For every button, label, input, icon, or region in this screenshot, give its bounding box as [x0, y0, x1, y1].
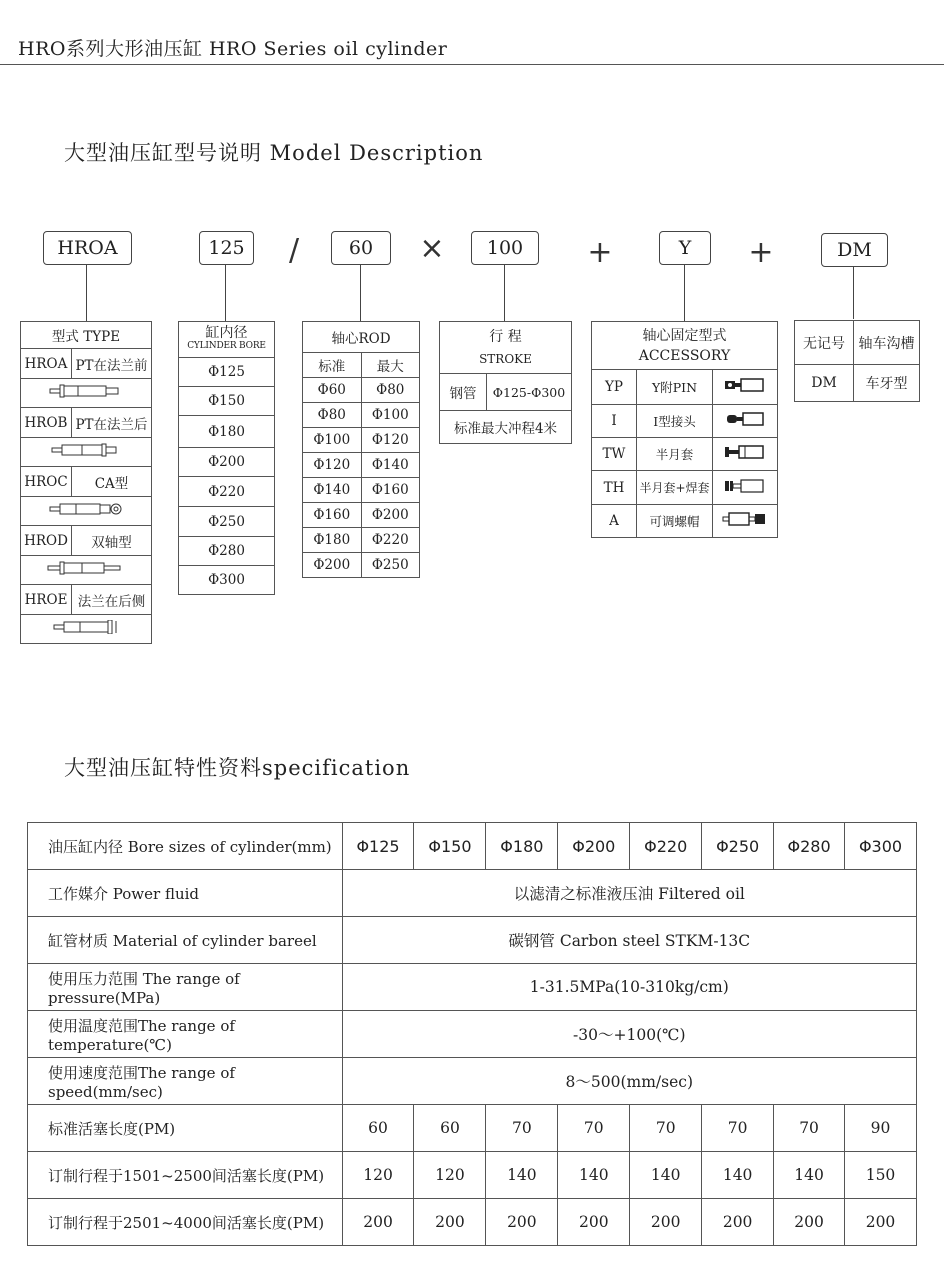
model-description-title: 大型油压缸型号说明 Model Description [64, 141, 484, 165]
spec-label: 油压缸内径 Bore sizes of cylinder(mm) [28, 823, 343, 870]
spec-value: -30～+100(℃) [342, 1011, 916, 1058]
accessory-table [591, 321, 778, 538]
connector-type [86, 264, 87, 321]
rod-max: Φ250 [361, 553, 420, 578]
rod-standard: Φ160 [303, 503, 362, 528]
spec-cell: 120 [342, 1152, 414, 1199]
thread-desc: 车牙型 [854, 365, 920, 402]
spec-cell: 140 [630, 1152, 702, 1199]
accessory-code: TH [592, 471, 637, 505]
spec-cell: 200 [342, 1199, 414, 1246]
bore-table-header: 缸内径 [205, 324, 248, 341]
spec-bore-cell: Φ300 [845, 823, 917, 870]
type-diagram [21, 379, 152, 408]
type-table [20, 321, 152, 644]
spec-cell: 70 [486, 1105, 558, 1152]
spec-cell: 120 [414, 1152, 486, 1199]
i-joint-icon [723, 411, 767, 427]
spec-bore-cell: Φ150 [414, 823, 486, 870]
type-desc: 双轴型 [72, 526, 152, 556]
spec-cell: 90 [845, 1105, 917, 1152]
spec-row-speed [28, 1058, 917, 1105]
accessory-diagram [713, 370, 778, 405]
type-diagram [21, 497, 152, 526]
accessory-desc: 可调螺帽 [637, 505, 713, 538]
spec-cell: 200 [774, 1199, 845, 1246]
spec-cell: 140 [774, 1152, 845, 1199]
stroke-table [439, 321, 572, 444]
spec-cell: 70 [558, 1105, 630, 1152]
spec-label: 标准活塞长度(PM) [28, 1105, 343, 1152]
spec-value: 8～500(mm/sec) [342, 1058, 916, 1105]
spec-row-material [28, 917, 917, 964]
type-code: HROC [21, 467, 72, 497]
thread-desc: 轴车沟槽 [854, 321, 920, 365]
page-header-title: HRO系列大形油压缸 HRO Series oil cylinder [18, 38, 448, 60]
cylinder-flange-rear-icon [46, 443, 126, 457]
accessory-header-cn: 轴心固定型式 [642, 327, 727, 344]
rod-standard: Φ120 [303, 453, 362, 478]
type-desc: CA型 [72, 467, 152, 497]
spec-cell: 140 [702, 1152, 774, 1199]
spec-bore-cell: Φ250 [702, 823, 774, 870]
bore-table [178, 321, 275, 595]
code-box-bore: 125 [199, 231, 254, 265]
rod-table-header: 轴心ROD [303, 322, 420, 353]
spec-row-pressure [28, 964, 917, 1011]
spec-cell: 70 [702, 1105, 774, 1152]
spec-cell: 200 [414, 1199, 486, 1246]
spec-cell: 140 [486, 1152, 558, 1199]
spec-bore-cell: Φ180 [486, 823, 558, 870]
rod-standard: Φ100 [303, 428, 362, 453]
thread-table [794, 320, 920, 402]
specification-table [27, 822, 917, 1246]
spec-cell: 60 [414, 1105, 486, 1152]
type-code: HROA [21, 349, 72, 379]
accessory-diagram [713, 438, 778, 471]
rod-col-max: 最大 [361, 353, 420, 378]
rod-col-standard: 标准 [303, 353, 362, 378]
header-divider [0, 64, 944, 65]
connector-rod [360, 264, 361, 321]
rod-standard: Φ200 [303, 553, 362, 578]
code-box-type: HROA [43, 231, 132, 265]
code-box-accessory: Y [659, 231, 711, 265]
spec-label: 订制行程于1501~2500间活塞长度(PM) [28, 1152, 343, 1199]
bore-value: Φ180 [179, 416, 275, 448]
type-desc: PT在法兰前 [72, 349, 152, 379]
code-box-thread: DM [821, 233, 888, 267]
thread-code: 无记号 [795, 321, 854, 365]
spec-label: 缸管材质 Material of cylinder bareel [28, 917, 343, 964]
bore-value: Φ220 [179, 477, 275, 507]
code-box-stroke: 100 [471, 231, 539, 265]
rod-max: Φ160 [361, 478, 420, 503]
separator-plus-1: + [587, 235, 613, 270]
bore-value: Φ150 [179, 387, 275, 416]
rod-standard: Φ180 [303, 528, 362, 553]
stroke-range: Φ125-Φ300 [487, 374, 572, 411]
bore-value: Φ300 [179, 566, 275, 595]
spec-label: 工作媒介 Power fluid [28, 870, 343, 917]
cylinder-rear-flange-icon [46, 620, 126, 634]
spec-bore-cell: Φ220 [630, 823, 702, 870]
type-table-header: 型式 TYPE [21, 322, 152, 349]
accessory-desc: Y附PIN [637, 370, 713, 405]
adjustable-nut-icon [721, 511, 769, 527]
thread-code: DM [795, 365, 854, 402]
spec-value: 碳钢管 Carbon steel STKM-13C [342, 917, 916, 964]
spec-cell: 150 [845, 1152, 917, 1199]
connector-thread [853, 266, 854, 319]
cylinder-clevis-icon [46, 502, 126, 516]
spec-row-pm-2501 [28, 1199, 917, 1246]
stroke-note: 标准最大冲程4米 [440, 411, 572, 444]
spec-bore-cell: Φ125 [342, 823, 414, 870]
type-desc: PT在法兰后 [72, 408, 152, 438]
rod-standard: Φ80 [303, 403, 362, 428]
spec-label: 订制行程于2501~4000间活塞长度(PM) [28, 1199, 343, 1246]
accessory-desc: 半月套 [637, 438, 713, 471]
spec-row-bore [28, 823, 917, 870]
code-box-rod: 60 [331, 231, 391, 265]
separator-plus-2: + [748, 235, 774, 270]
spec-row-temperature [28, 1011, 917, 1058]
half-sleeve-weld-icon [723, 478, 767, 494]
rod-table [302, 321, 420, 578]
accessory-desc: I型接头 [637, 405, 713, 438]
accessory-header-en: ACCESSORY [638, 347, 731, 364]
accessory-desc: 半月套+焊套 [637, 471, 713, 505]
spec-value: 以滤清之标准液压油 Filtered oil [342, 870, 916, 917]
spec-bore-cell: Φ200 [558, 823, 630, 870]
spec-label: 使用温度范围The range of temperature(℃) [28, 1011, 343, 1058]
rod-max: Φ200 [361, 503, 420, 528]
rod-max: Φ120 [361, 428, 420, 453]
bore-value: Φ125 [179, 358, 275, 387]
accessory-diagram [713, 505, 778, 538]
rod-standard: Φ60 [303, 378, 362, 403]
cylinder-double-rod-icon [46, 561, 126, 575]
type-desc: 法兰在后侧 [72, 585, 152, 615]
connector-bore [225, 264, 226, 321]
type-code: HROE [21, 585, 72, 615]
accessory-code: I [592, 405, 637, 438]
stroke-material: 钢管 [440, 374, 487, 411]
bore-value: Φ250 [179, 507, 275, 537]
connector-accessory [684, 264, 685, 321]
accessory-diagram [713, 405, 778, 438]
bore-table-subheader: CYLINDER BORE [187, 340, 266, 351]
spec-value: 1-31.5MPa(10-310kg/cm) [342, 964, 916, 1011]
spec-label: 使用速度范围The range of speed(mm/sec) [28, 1058, 343, 1105]
accessory-code: TW [592, 438, 637, 471]
y-pin-joint-icon [723, 377, 767, 393]
spec-cell: 60 [342, 1105, 414, 1152]
bore-value: Φ280 [179, 537, 275, 566]
spec-row-pm-1501 [28, 1152, 917, 1199]
rod-max: Φ140 [361, 453, 420, 478]
spec-row-fluid [28, 870, 917, 917]
stroke-header-en: STROKE [479, 351, 532, 366]
spec-bore-cell: Φ280 [774, 823, 845, 870]
connector-stroke [504, 264, 505, 321]
type-diagram [21, 438, 152, 467]
separator-times: × [419, 231, 445, 266]
rod-max: Φ80 [361, 378, 420, 403]
accessory-code: YP [592, 370, 637, 405]
stroke-header-cn: 行 程 [489, 328, 522, 345]
cylinder-flange-front-icon [46, 384, 126, 398]
rod-standard: Φ140 [303, 478, 362, 503]
type-code: HROB [21, 408, 72, 438]
spec-cell: 200 [486, 1199, 558, 1246]
spec-cell: 200 [630, 1199, 702, 1246]
spec-cell: 200 [558, 1199, 630, 1246]
type-code: HROD [21, 526, 72, 556]
type-diagram [21, 615, 152, 644]
accessory-diagram [713, 471, 778, 505]
rod-max: Φ220 [361, 528, 420, 553]
accessory-code: A [592, 505, 637, 538]
spec-cell: 70 [630, 1105, 702, 1152]
spec-cell: 140 [558, 1152, 630, 1199]
type-diagram [21, 556, 152, 585]
spec-cell: 200 [845, 1199, 917, 1246]
half-sleeve-icon [723, 444, 767, 460]
separator-slash: / [288, 233, 300, 268]
spec-label: 使用压力范围 The range of pressure(MPa) [28, 964, 343, 1011]
bore-value: Φ200 [179, 448, 275, 477]
spec-cell: 200 [702, 1199, 774, 1246]
specification-title: 大型油压缸特性资料specification [64, 756, 411, 780]
spec-cell: 70 [774, 1105, 845, 1152]
rod-max: Φ100 [361, 403, 420, 428]
spec-row-pm-standard [28, 1105, 917, 1152]
